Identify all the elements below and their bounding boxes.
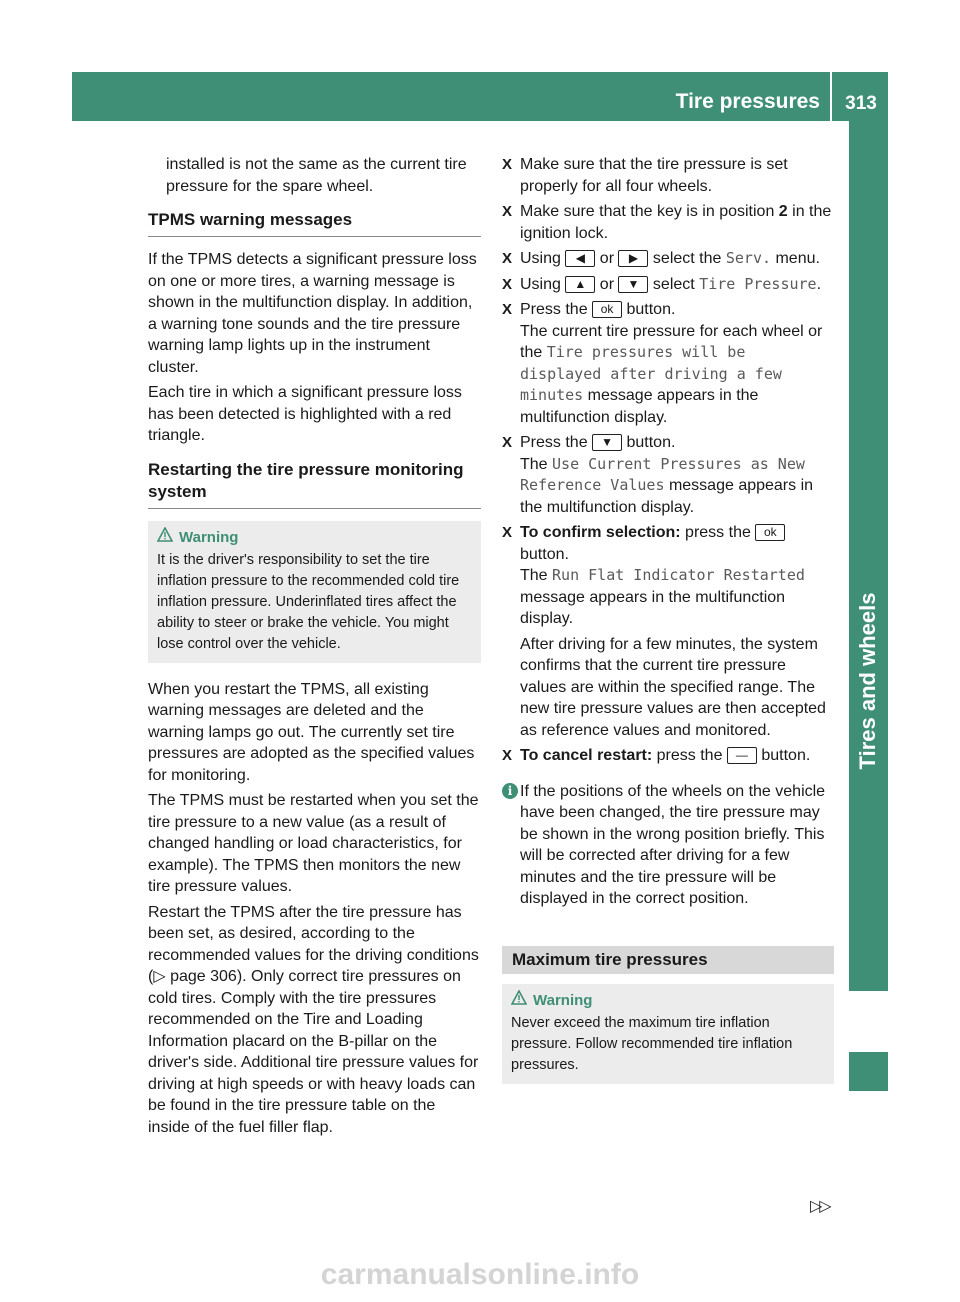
left-arrow-key-icon: ◀ — [565, 250, 595, 267]
section-heading-maximum-tire-pressures: Maximum tire pressures — [502, 946, 834, 974]
warning-triangle-icon — [157, 527, 179, 548]
back-key-icon: — — [727, 747, 757, 764]
step-item: X Make sure that the key is in position 2 in the ignition lock. — [502, 203, 832, 242]
paragraph: Each tire in which a significant pressure loss has been detected is highlighted with a red triangle. — [148, 384, 462, 444]
step-marker-icon: X — [502, 524, 513, 541]
warning-label: Warning — [179, 528, 239, 546]
step-marker-icon: X — [502, 250, 513, 267]
info-icon: i — [502, 783, 518, 799]
step-marker-icon: X — [502, 156, 513, 173]
left-column — [148, 154, 481, 1142]
up-arrow-key-icon: ▲ — [565, 276, 595, 293]
heading-restarting-tpms: Restarting the tire pressure monitoring system — [148, 459, 481, 509]
heading-tpms-warning-messages: TPMS warning messages — [148, 209, 481, 237]
paragraph: When you restart the TPMS, all existing warning messages are deleted and the warning lamps go out. The currently set tire pressures are adopted as the specified values for monitoring. — [148, 680, 475, 784]
chapter-tab — [849, 121, 888, 991]
paragraph: If the TPMS detects a significant pressure loss on one or more tires, a warning message is shown in the multifunction display. In addition, a warning tone sounds and the tire pressure warning lamp lights up in the instrument cluster. — [148, 251, 477, 376]
page-title: Tire pressures — [675, 90, 820, 113]
step-item: X Make sure that the tire pressure is set properly for all four wheels. — [502, 156, 788, 195]
right-arrow-key-icon: ▶ — [618, 250, 648, 267]
step-item: X Using ◀ or ▶ select the Serv. menu. — [502, 248, 834, 270]
chapter-marker — [849, 1052, 888, 1091]
step-item: X Press the ok button. The current tire pressure for each wheel or the Tire pressures will be displayed after driving a few minutes message appears in the multifunction display. — [502, 301, 823, 426]
warning-box — [502, 984, 834, 1084]
page-number: 313 — [845, 93, 877, 114]
step-marker-icon: X — [502, 747, 513, 764]
intro-text: installed is not the same as the current tire pressure for the spare wheel. — [166, 156, 467, 195]
step-item: X Using ▲ or ▼ select Tire Pressure. — [502, 274, 834, 296]
warning-text: Never exceed the maximum tire inflation pressure. Follow recommended tire inflation pressures. — [511, 1014, 793, 1073]
display-text: Run Flat Indicator Restarted — [552, 566, 805, 584]
warning-triangle-icon — [511, 990, 533, 1011]
step-item: X To confirm selection: press the ok button. The Run Flat Indicator Restarted message appears in the multifunction display. After driving for a few minutes, the system confirms that the current tire pressure values are within the specified range. The new tire pressure values are then accepted as reference values and monitored. — [502, 524, 826, 739]
display-text: Tire pressures will be displayed after driving a few minutes — [520, 343, 782, 404]
step-marker-icon: X — [502, 275, 513, 293]
warning-label: Warning — [533, 991, 593, 1009]
paragraph: The TPMS must be restarted when you set the tire pressure to a new value (as a result of changed handling or load characteristics, for example). The TPMS then monitors the new tire pressure values. — [148, 792, 479, 895]
down-arrow-key-icon: ▼ — [592, 434, 622, 451]
step-marker-icon: X — [502, 301, 513, 318]
ok-key-icon: ok — [755, 524, 785, 541]
watermark: carmanualsonline.info — [320, 1258, 640, 1291]
chapter-label: Tires and wheels — [855, 592, 880, 770]
step-marker-icon: X — [502, 434, 513, 451]
continued-arrow-icon: ▷▷ — [810, 1198, 829, 1215]
warning-text: It is the driver's responsibility to set the tire inflation pressure to the recommended cold tire inflation pressure. Underinflated tires affect the ability to steer or brake the vehicle. You might lose control over the vehicle. — [157, 551, 460, 652]
right-column — [502, 154, 834, 1100]
info-note: i If the positions of the wheels on the vehicle have been changed, the tire pressure may be shown in the wrong position briefly. This will be corrected after driving for a few minutes and the tire pressure will be displayed in the correct position. — [502, 781, 834, 910]
step-item: X To cancel restart: press the — button. — [502, 745, 834, 767]
header-divider — [830, 72, 832, 121]
ok-key-icon: ok — [592, 301, 622, 318]
down-arrow-key-icon: ▼ — [618, 276, 648, 293]
display-text: Serv. — [725, 249, 772, 267]
display-text: Tire Pressure — [699, 274, 817, 293]
warning-box — [148, 521, 481, 663]
step-item: X Press the ▼ button. The Use Current Pressures as New Reference Values message appears in the multifunction display. — [502, 434, 814, 516]
header-bar — [72, 72, 888, 121]
step-marker-icon: X — [502, 203, 513, 220]
paragraph: Restart the TPMS after the tire pressure has been set, as desired, according to the recommended values for the driving conditions (▷ page 306). Only correct tire pressures on cold tires. Comply with the tire pressures recommended on the Tire and Loading Information placard on the B-pillar on the driver's side. Additional tire pressure values for driving at high speeds or with heavy loads can be found in the tire pressure table on the inside of the fuel filler flap. — [148, 903, 479, 1136]
display-text: Use Current Pressures as New Reference Values — [520, 454, 805, 494]
